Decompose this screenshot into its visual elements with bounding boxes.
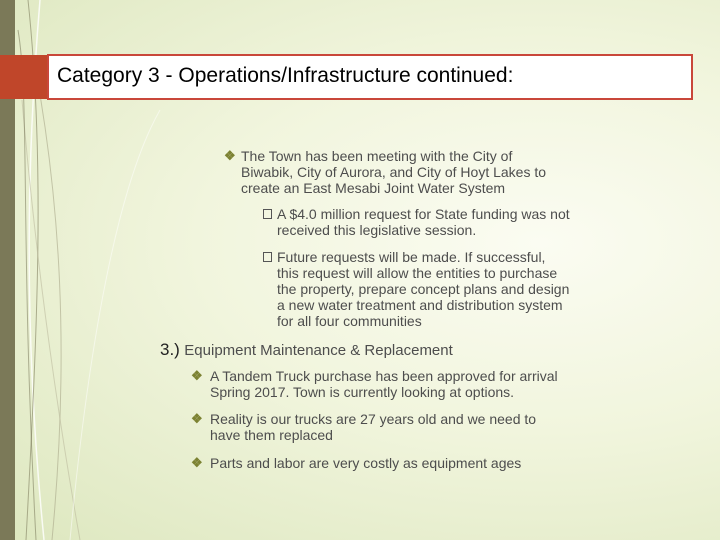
diamond-bullet-icon: ❖	[191, 411, 203, 426]
section-bullet-line: Parts and labor are very costly as equipment ages	[210, 455, 522, 471]
title-box	[47, 54, 693, 100]
main-bullet-line: create an East Mesabi Joint Water System	[241, 180, 506, 196]
diamond-bullet-icon: ❖	[191, 368, 203, 383]
sub-bullet-line: A $4.0 million request for State funding was not	[277, 206, 570, 222]
section-bullet-text	[210, 455, 521, 471]
sub-bullet-line: a new water treatment and distribution system	[277, 297, 563, 313]
sub-bullet-text	[277, 206, 570, 238]
slide-title: Category 3 - Operations/Infrastructure continued:	[57, 64, 514, 87]
sub-bullet-line: the property, prepare concept plans and design	[277, 281, 570, 297]
sub-bullet-line: received this legislative session.	[277, 222, 477, 238]
main-bullet-line: Biwabik, City of Aurora, and City of Hoyt Lakes to	[241, 164, 547, 180]
diamond-bullet-icon: ❖	[191, 455, 203, 470]
section-bullet-line: Spring 2017. Town is currently looking at options.	[210, 384, 515, 400]
sub-bullet-line: for all four communities	[277, 313, 422, 329]
section-bullet-line: A Tandem Truck purchase has been approved for arrival	[210, 368, 558, 384]
main-bullet-line: The Town has been meeting with the City of	[241, 148, 513, 164]
square-bullet-icon	[263, 209, 272, 219]
section-number: 3.)	[160, 340, 180, 359]
section-heading-text: Equipment Maintenance & Replacement	[184, 342, 453, 359]
main-bullet-text	[241, 148, 546, 196]
section-bullet-line: have them replaced	[210, 427, 333, 443]
section-bullet-text	[210, 411, 536, 443]
sub-bullet-line: this request will allow the entities to purchase	[277, 265, 558, 281]
title-accent-tab	[0, 55, 49, 99]
decorative-curve	[70, 110, 160, 540]
sub-bullet-text	[277, 249, 569, 329]
sub-bullet-line: Future requests will be made. If successful,	[277, 249, 546, 265]
section-bullet-text	[210, 368, 558, 400]
square-bullet-icon	[263, 252, 272, 262]
section-heading	[160, 340, 453, 360]
section-bullet-line: Reality is our trucks are 27 years old and we need to	[210, 411, 537, 427]
diamond-bullet-icon: ❖	[224, 148, 236, 163]
